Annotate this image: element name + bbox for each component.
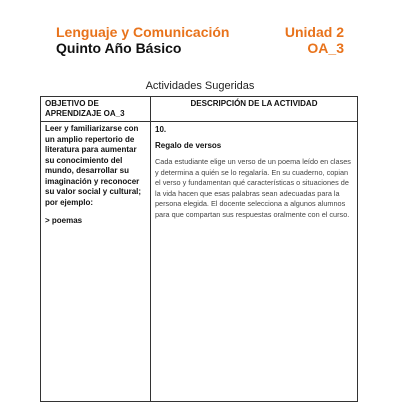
activity-number: 10. bbox=[155, 125, 167, 134]
unit-label: Unidad 2 bbox=[284, 24, 344, 40]
subject-title: Lenguaje y Comunicación bbox=[56, 24, 230, 40]
objective-item: > poemas bbox=[45, 216, 83, 225]
header-right bbox=[285, 24, 344, 56]
header-left bbox=[56, 24, 229, 56]
oa-label: OA_3 bbox=[307, 40, 344, 56]
section-title: Actividades Sugeridas bbox=[145, 80, 255, 92]
objective-column-header: OBJETIVO DE APRENDIZAJE OA_3 bbox=[41, 97, 151, 122]
objective-text: Leer y familiarizarse con un amplio repertorio de literatura para aumentar su conocimiento del mundo, desarrollar su imaginación y reconocer su valor social y cultural; por ejemplo: bbox=[45, 124, 142, 207]
activity-title: Regalo de versos bbox=[155, 141, 222, 150]
description-cell bbox=[151, 122, 358, 402]
grade-title: Quinto Año Básico bbox=[56, 40, 182, 56]
objective-cell bbox=[41, 122, 151, 402]
activity-table bbox=[40, 96, 358, 402]
table-row bbox=[41, 122, 358, 402]
description-column-header: DESCRIPCIÓN DE LA ACTIVIDAD bbox=[151, 97, 358, 122]
table-header-row bbox=[41, 97, 358, 122]
activity-description: Cada estudiante elige un verso de un poema leído en clases y determina a quién se lo regalaría. En su cuaderno, copian el verso y fundamentan qué características o situaciones de la vida hacen que esas palabras sean adecuadas para la persona elegida. El docente selecciona a algunos alumnos para que compartan sus respuestas oralmente con el curso. bbox=[155, 157, 351, 219]
